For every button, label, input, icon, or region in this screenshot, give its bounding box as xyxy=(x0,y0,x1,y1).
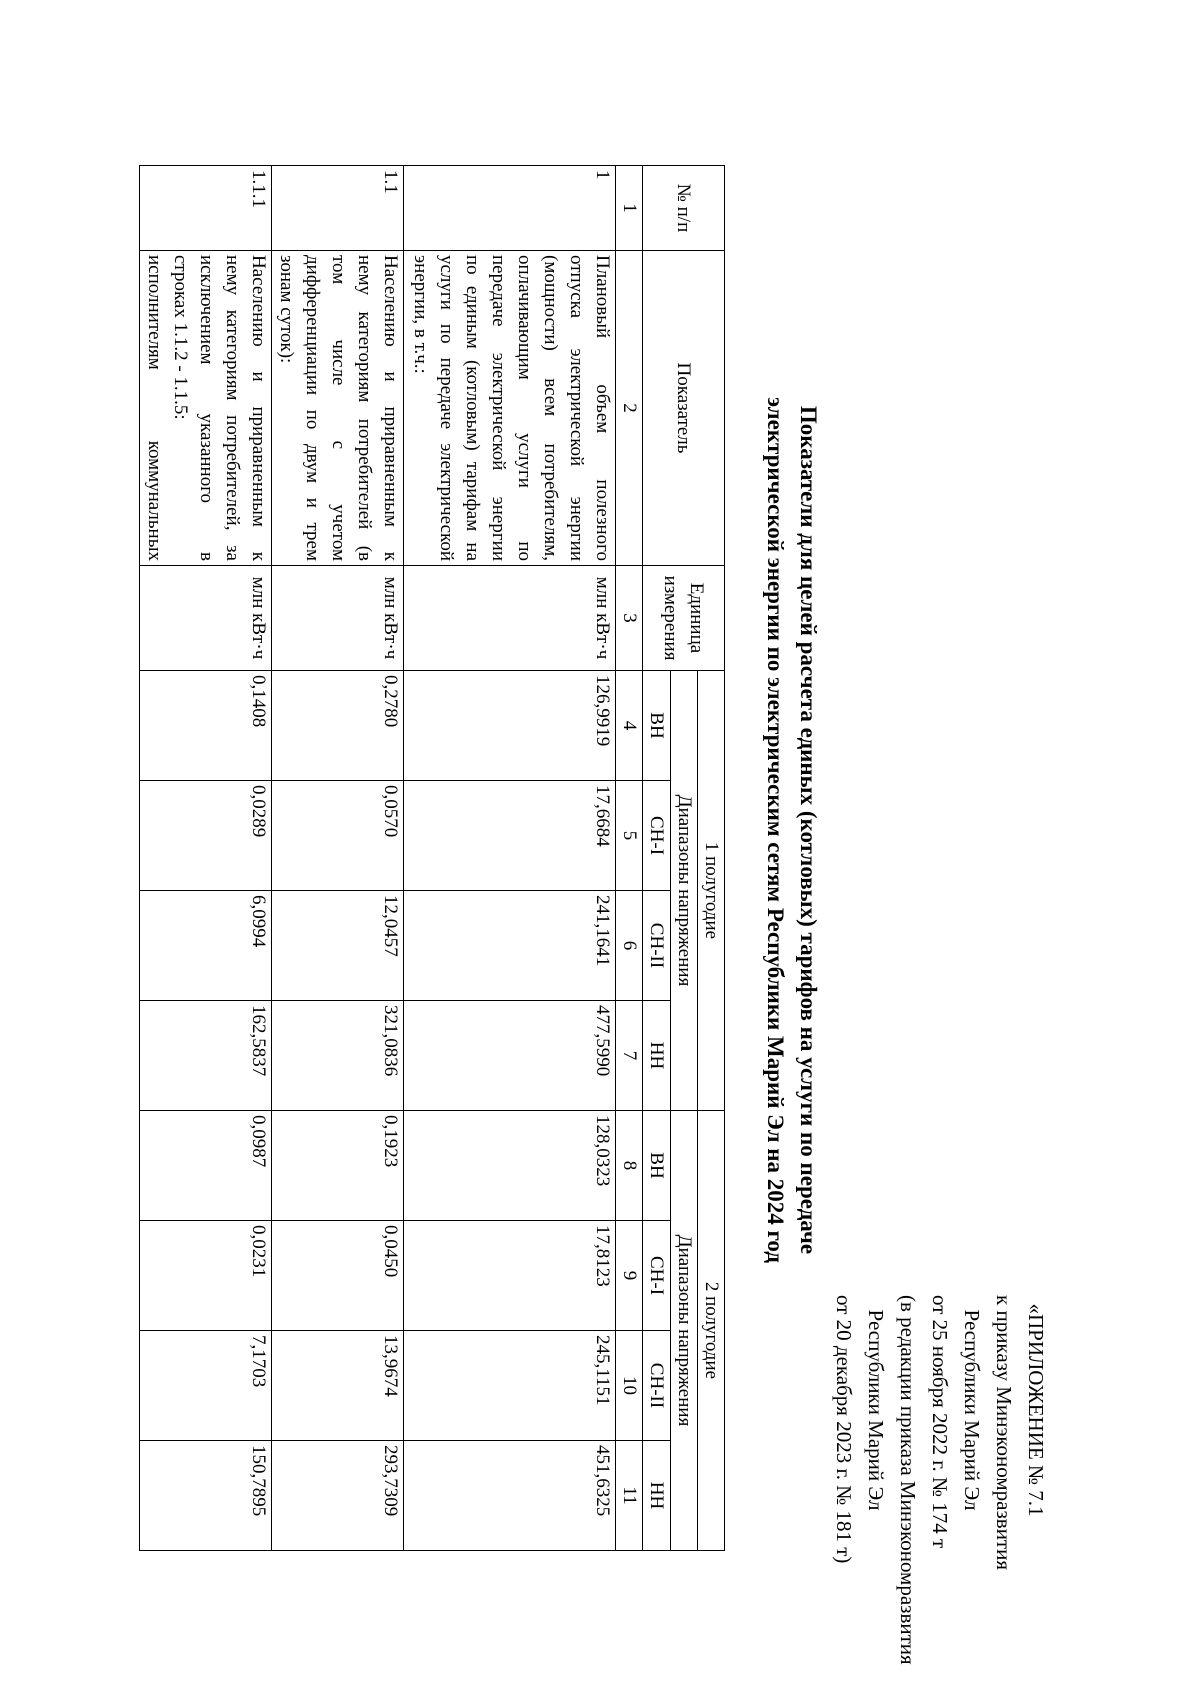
title-line-1: Показатели для целей расчета единых (котловых) тарифов на услуги по передаче xyxy=(796,405,821,1255)
header-cell-ranges: Диапазоны напряжения xyxy=(671,1111,698,1551)
column-number-cell: 2 xyxy=(616,251,643,566)
header-cell-level: СН-II xyxy=(643,891,671,1001)
header-cell-indicator: Показатель xyxy=(643,251,725,566)
indicator-line: строках 1.1.2 - 1.1.5: xyxy=(170,255,191,420)
value-cell: 245,1151 xyxy=(404,1331,616,1441)
value-cell: 12,0457 xyxy=(272,891,404,1001)
table-row xyxy=(272,166,404,1551)
column-number-cell: 5 xyxy=(616,781,643,891)
header-line: к приказу Минэкономразвития xyxy=(992,1295,1016,1571)
indicator-line: нему категориям потребителей (в xyxy=(354,255,375,561)
value-cell: 162,5837 xyxy=(140,1001,272,1111)
row-number: 1.1 xyxy=(272,166,404,251)
value-cell: 17,8123 xyxy=(404,1221,616,1331)
row-number: 1 xyxy=(404,166,616,251)
value-cell: 0,0570 xyxy=(272,781,404,891)
indicator-line: по единым (котловым) тарифам на xyxy=(462,255,483,561)
row-unit: млн кВт·ч xyxy=(140,566,272,671)
value-cell: 0,0450 xyxy=(272,1221,404,1331)
indicator-line: услуги по передаче электрической xyxy=(436,255,457,561)
header-cell-ranges: Диапазоны напряжения xyxy=(671,671,698,1111)
value-cell: 6,0994 xyxy=(140,891,272,1001)
value-cell: 0,1923 xyxy=(272,1111,404,1221)
value-cell: 13,9674 xyxy=(272,1331,404,1441)
table-row xyxy=(140,166,272,1551)
header-cell-level: СН-I xyxy=(643,781,671,891)
value-cell: 0,0289 xyxy=(140,781,272,891)
header-cell-level: СН-I xyxy=(643,1221,671,1331)
header-line: (в редакции приказа Минэкономразвития xyxy=(896,1295,920,1665)
column-number-cell: 11 xyxy=(616,1441,643,1551)
value-cell: 451,6325 xyxy=(404,1441,616,1551)
title-line-2: электрической энергии по электрическим сетям Республики Марий Эл на 2024 год xyxy=(763,397,788,1263)
row-indicator xyxy=(140,251,272,566)
row-number: 1.1.1 xyxy=(140,166,272,251)
indicator-line: нему категориям потребителей, за xyxy=(222,255,243,561)
indicator-line: энергии, в т.ч.: xyxy=(410,255,431,374)
column-number-cell: 9 xyxy=(616,1221,643,1331)
appendix-header xyxy=(828,1295,1052,1665)
document-title xyxy=(759,180,825,1480)
value-cell: 0,0231 xyxy=(140,1221,272,1331)
indicator-line: исполнителям коммунальных xyxy=(144,255,165,561)
row-unit: млн кВт·ч xyxy=(272,566,404,671)
header-cell-level: НН xyxy=(643,1441,671,1551)
value-cell: 241,1641 xyxy=(404,891,616,1001)
row-indicator xyxy=(404,251,616,566)
indicator-line: передаче электрической энергии xyxy=(488,255,509,561)
column-number-cell: 6 xyxy=(616,891,643,1001)
indicator-line: Населению и приравненным к xyxy=(380,255,401,561)
indicator-line: Плановый объем полезного xyxy=(592,255,613,561)
column-number-cell: 4 xyxy=(616,671,643,781)
row-unit: млн кВт·ч xyxy=(404,566,616,671)
indicator-line: отпуска электрической энергии xyxy=(566,255,587,561)
header-line: «ПРИЛОЖЕНИЕ № 7.1 xyxy=(1024,1303,1048,1517)
column-number-cell: 7 xyxy=(616,1001,643,1111)
value-cell: 477,5990 xyxy=(404,1001,616,1111)
column-number-cell: 10 xyxy=(616,1331,643,1441)
header-cell-level: НН xyxy=(643,1001,671,1111)
indicator-line: исключением указанного в xyxy=(196,255,217,561)
value-cell: 321,0836 xyxy=(272,1001,404,1111)
indicator-line: (мощности) всем потребителям, xyxy=(540,255,561,561)
value-cell: 17,6684 xyxy=(404,781,616,891)
header-cell-level: СН-II xyxy=(643,1331,671,1441)
value-cell: 0,2780 xyxy=(272,671,404,781)
header-cell-number: № п/п xyxy=(643,166,725,251)
header-line: от 25 ноября 2022 г. № 174 т xyxy=(928,1295,952,1549)
value-cell: 126,9919 xyxy=(404,671,616,781)
value-cell: 7,1703 xyxy=(140,1331,272,1441)
header-cell-level: ВН xyxy=(643,1111,671,1221)
header-cell-unit: Единица измерения xyxy=(643,566,725,671)
indicator-line: том числе с учетом xyxy=(328,255,349,561)
value-cell: 150,7895 xyxy=(140,1441,272,1551)
header-cell-level: ВН xyxy=(643,671,671,781)
indicator-line: Населению и приравненным к xyxy=(248,255,269,561)
value-cell: 0,1408 xyxy=(140,671,272,781)
header-cell-half-1: 1 полугодие xyxy=(698,671,725,1111)
row-indicator xyxy=(272,251,404,566)
value-cell: 128,0323 xyxy=(404,1111,616,1221)
indicator-line: дифференциации по двум и трем xyxy=(302,255,323,561)
tariff-indicators-table xyxy=(139,165,725,1551)
indicator-line: оплачивающим услуги по xyxy=(514,255,535,561)
header-cell-half-2: 2 полугодие xyxy=(698,1111,725,1551)
value-cell: 0,0987 xyxy=(140,1111,272,1221)
table-row xyxy=(404,166,616,1551)
header-line: Республики Марий Эл xyxy=(864,1309,888,1511)
column-number-cell: 8 xyxy=(616,1111,643,1221)
value-cell: 293,7309 xyxy=(272,1441,404,1551)
header-line: Республики Марий Эл xyxy=(960,1309,984,1511)
column-number-cell: 1 xyxy=(616,166,643,251)
column-number-cell: 3 xyxy=(616,566,643,671)
header-line: от 20 декабря 2023 г. № 181 т) xyxy=(832,1295,856,1564)
indicator-line: зонам суток): xyxy=(276,255,297,364)
